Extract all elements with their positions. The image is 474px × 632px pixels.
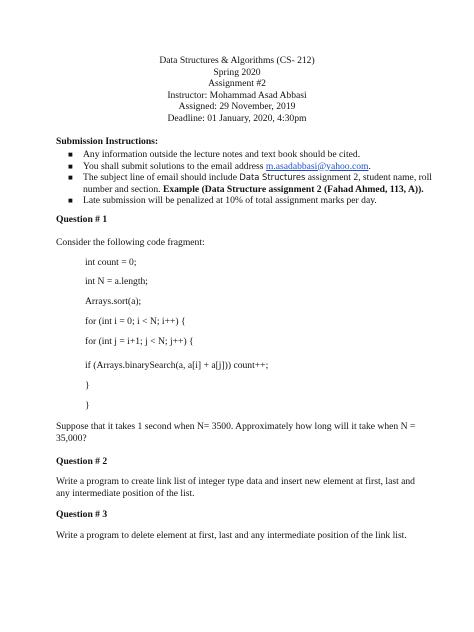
question-1-intro: Consider the following code fragment: — [56, 237, 205, 248]
bullet-icon: ■ — [68, 173, 73, 183]
code-line: for (int i = 0; i < N; i++) { — [85, 316, 186, 327]
question-3-title: Question # 3 — [56, 509, 108, 520]
list-item: ■ Any information outside the lecture notes and text book should be cited. — [68, 149, 361, 160]
code-line: if (Arrays.binarySearch(a, a[i] + a[j])) count++; — [85, 360, 269, 371]
code-line: } — [85, 400, 90, 411]
question-2-text: Write a program to create link list of integer type data and insert new element at first, last and any intermediate position of the list. — [56, 476, 415, 499]
subject-example: Example (Data Structure assignment 2 (Fahad Ahmed, 113, A)). — [162, 183, 424, 195]
term: Spring 2020 — [213, 66, 261, 78]
bullet-icon: ■ — [68, 196, 73, 206]
question-1-text: Suppose that it takes 1 second when N= 3500. Approximately how long will it take when N = 35,000? — [56, 421, 416, 444]
code-line: Arrays.sort(a); — [85, 296, 142, 307]
question-2-title: Question # 2 — [56, 456, 108, 467]
assignment-header — [0, 55, 474, 125]
submission-title: Submission Instructions: — [56, 136, 159, 147]
code-line: } — [85, 380, 90, 391]
code-line: for (int j = i+1; j < N; j++) { — [85, 336, 194, 347]
list-item: ■ You shall submit solutions to the email address m.asadabbasi@yahoo.com. — [68, 160, 371, 172]
submission-list — [56, 149, 436, 207]
deadline: Deadline: 01 January, 2020, 4:30pm — [167, 112, 307, 124]
code-line: int N = a.length; — [85, 276, 148, 287]
assigned-date: Assigned: 29 November, 2019 — [178, 101, 296, 113]
instructor: Instructor: Mohammad Asad Abbasi — [167, 89, 307, 101]
bullet-icon: ■ — [68, 161, 73, 171]
subject-keyword: Data Structures — [239, 172, 306, 183]
code-line: int count = 0; — [85, 257, 137, 268]
assignment-number: Assignment #2 — [208, 78, 266, 90]
list-item: ■ Late submission will be penalized at 10% of total assignment marks per day. — [68, 195, 377, 207]
question-1-title: Question # 1 — [56, 214, 108, 225]
email-link[interactable]: m.asadabbasi@yahoo.com — [265, 160, 369, 172]
bullet-icon: ■ — [68, 150, 73, 159]
question-3-text: Write a program to delete element at first, last and any intermediate position of the link list. — [56, 530, 407, 541]
course-title: Data Structures & Algorithms (CS- 212) — [159, 55, 315, 66]
list-item: ■ The subject line of email should include Data Structures assignment 2, student name, roll number and section. Example (Data Structure assignment 2 (Fahad Ahmed, 113, A)). — [68, 172, 432, 195]
